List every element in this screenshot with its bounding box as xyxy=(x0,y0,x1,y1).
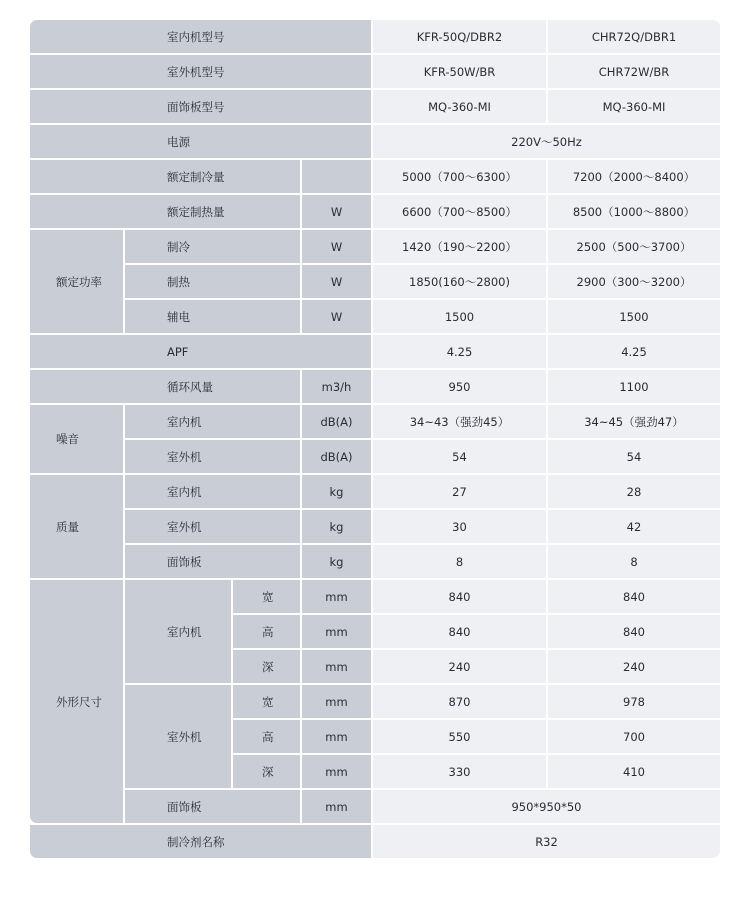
dimension-value-2: 840 xyxy=(548,615,720,648)
dimension-value-1: 240 xyxy=(373,650,546,683)
rated-heating-unit: W xyxy=(302,195,371,228)
dimensions-outdoor-label: 室外机 xyxy=(125,685,231,788)
rated-cooling-value-1: 5000（700～6300） xyxy=(373,160,546,193)
dimensions-panel-unit: mm xyxy=(302,790,371,823)
rated-power-row-unit: W xyxy=(302,230,371,263)
rated-power-row-unit: W xyxy=(302,300,371,333)
rated-power-row-value-1: 1500 xyxy=(373,300,546,333)
dimension-value-2: 978 xyxy=(548,685,720,718)
dimension-value-1: 840 xyxy=(373,615,546,648)
panel-model-value-2: MQ-360-MI xyxy=(548,90,720,123)
rated-heating-value-1: 6600（700～8500） xyxy=(373,195,546,228)
noise-row-value-2: 34~45（强劲47） xyxy=(548,405,720,438)
rated-power-row-unit: W xyxy=(302,265,371,298)
dimensions-panel-label: 面饰板 xyxy=(125,790,300,823)
dimension-unit: mm xyxy=(302,615,371,648)
panel-model-label: 面饰板型号 xyxy=(30,90,371,123)
indoor-model-value-1: KFR-50Q/DBR2 xyxy=(373,20,546,53)
rated-cooling-label: 额定制冷量 xyxy=(30,160,300,193)
weight-row-value-1: 27 xyxy=(373,475,546,508)
dimensions-panel-value: 950*950*50 xyxy=(373,790,720,823)
noise-row-value-1: 34~43（强劲45） xyxy=(373,405,546,438)
dimension-value-1: 330 xyxy=(373,755,546,788)
dimension-axis-label: 宽 xyxy=(233,580,300,613)
noise-row-unit: dB(A) xyxy=(302,405,371,438)
weight-row-label: 室外机 xyxy=(125,510,300,543)
dimension-value-2: 410 xyxy=(548,755,720,788)
dimension-unit: mm xyxy=(302,720,371,753)
dimension-value-2: 840 xyxy=(548,580,720,613)
weight-row-value-2: 8 xyxy=(548,545,720,578)
indoor-model-label: 室内机型号 xyxy=(30,20,371,53)
noise-row-value-1: 54 xyxy=(373,440,546,473)
noise-group-label: 噪音 xyxy=(30,405,123,473)
dimension-value-2: 240 xyxy=(548,650,720,683)
dimension-value-2: 700 xyxy=(548,720,720,753)
dimension-axis-label: 宽 xyxy=(233,685,300,718)
dimension-value-1: 870 xyxy=(373,685,546,718)
noise-row-label: 室内机 xyxy=(125,405,300,438)
noise-row-label: 室外机 xyxy=(125,440,300,473)
dimension-unit: mm xyxy=(302,685,371,718)
spec-table xyxy=(30,20,720,857)
weight-row-unit: kg xyxy=(302,510,371,543)
noise-row-value-2: 54 xyxy=(548,440,720,473)
dimension-axis-label: 高 xyxy=(233,615,300,648)
weight-row-value-1: 30 xyxy=(373,510,546,543)
dimension-axis-label: 高 xyxy=(233,720,300,753)
rated-cooling-value-2: 7200（2000～8400） xyxy=(548,160,720,193)
dimensions-group-label: 外形尺寸 xyxy=(30,580,123,823)
apf-value-2: 4.25 xyxy=(548,335,720,368)
airflow-label: 循环风量 xyxy=(30,370,300,403)
refrigerant-value: R32 xyxy=(373,825,720,858)
panel-model-value-1: MQ-360-MI xyxy=(373,90,546,123)
outdoor-model-value-2: CHR72W/BR xyxy=(548,55,720,88)
rated-heating-label: 额定制热量 xyxy=(30,195,300,228)
weight-row-unit: kg xyxy=(302,545,371,578)
dimension-unit: mm xyxy=(302,580,371,613)
dimensions-indoor-label: 室内机 xyxy=(125,580,231,683)
rated-power-row-value-2: 2500（500～3700） xyxy=(548,230,720,263)
dimension-value-1: 840 xyxy=(373,580,546,613)
rated-power-row-label: 制热 xyxy=(125,265,300,298)
power-supply-label: 电源 xyxy=(30,125,371,158)
dimension-value-1: 550 xyxy=(373,720,546,753)
airflow-value-1: 950 xyxy=(373,370,546,403)
rated-heating-value-2: 8500（1000～8800） xyxy=(548,195,720,228)
rated-power-row-value-2: 2900（300～3200） xyxy=(548,265,720,298)
indoor-model-value-2: CHR72Q/DBR1 xyxy=(548,20,720,53)
rated-power-group-label: 额定功率 xyxy=(30,230,123,333)
apf-value-1: 4.25 xyxy=(373,335,546,368)
outdoor-model-label: 室外机型号 xyxy=(30,55,371,88)
dimension-unit: mm xyxy=(302,755,371,788)
dimension-unit: mm xyxy=(302,650,371,683)
weight-row-value-1: 8 xyxy=(373,545,546,578)
apf-label: APF xyxy=(30,335,371,368)
rated-power-row-value-2: 1500 xyxy=(548,300,720,333)
rated-power-row-label: 制冷 xyxy=(125,230,300,263)
airflow-unit: m3/h xyxy=(302,370,371,403)
weight-row-label: 室内机 xyxy=(125,475,300,508)
dimension-axis-label: 深 xyxy=(233,650,300,683)
weight-row-label: 面饰板 xyxy=(125,545,300,578)
rated-power-row-value-1: 1420（190～2200） xyxy=(373,230,546,263)
power-supply-value: 220V～50Hz xyxy=(373,125,720,158)
rated-cooling-unit xyxy=(302,160,371,193)
outdoor-model-value-1: KFR-50W/BR xyxy=(373,55,546,88)
weight-row-value-2: 42 xyxy=(548,510,720,543)
weight-group-label: 质量 xyxy=(30,475,123,578)
weight-row-value-2: 28 xyxy=(548,475,720,508)
weight-row-unit: kg xyxy=(302,475,371,508)
rated-power-row-value-1: 1850(160～2800) xyxy=(373,265,546,298)
noise-row-unit: dB(A) xyxy=(302,440,371,473)
refrigerant-label: 制冷剂名称 xyxy=(30,825,371,858)
dimension-axis-label: 深 xyxy=(233,755,300,788)
airflow-value-2: 1100 xyxy=(548,370,720,403)
rated-power-row-label: 辅电 xyxy=(125,300,300,333)
